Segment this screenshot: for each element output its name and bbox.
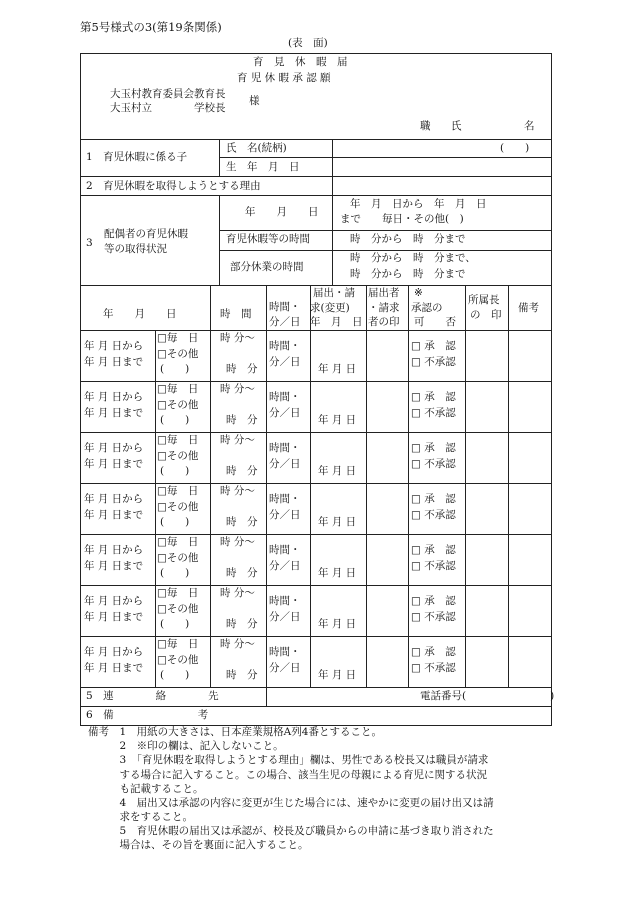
row-option-other: □その他	[157, 450, 199, 462]
row-option-daily: □毎 日	[157, 383, 199, 395]
row-option-paren: ( )	[160, 618, 190, 630]
note-line: 場合は、その旨を裏面に記入すること。	[88, 839, 309, 852]
header-time: 時 間	[220, 308, 252, 320]
rule	[80, 139, 552, 140]
row-approve: □ 承 認	[411, 595, 456, 607]
row-submit-date: 年 月 日	[318, 414, 357, 426]
row-from: 年 月 日から	[84, 544, 144, 556]
row-from: 年 月 日から	[84, 442, 144, 454]
row-time-to: 時 分	[226, 414, 258, 426]
row-from: 年 月 日から	[84, 493, 144, 505]
note-line: 5 育児休暇の届出又は承認が、校長及び職員からの申請に基づき取り消された	[88, 825, 494, 838]
row-option-other: □その他	[157, 552, 199, 564]
header-unit-1: 時間・	[269, 301, 301, 313]
row-unit-2: 分／日	[269, 611, 301, 623]
row-from: 年 月 日から	[84, 340, 144, 352]
notes	[88, 725, 494, 853]
row-unit-2: 分／日	[269, 509, 301, 521]
rule	[80, 285, 552, 286]
note-line: 求をすること。	[88, 811, 193, 824]
row-unit-1: 時間・	[269, 544, 301, 556]
note-line: 4 届出又は承認の内容に変更が生じた場合には、速やかに変更の届け出又は請	[88, 796, 494, 809]
relationship-field: ( )	[500, 142, 530, 154]
row-approve: □ 承 認	[411, 544, 456, 556]
row-submit-date: 年 月 日	[318, 669, 357, 681]
rule	[408, 285, 409, 687]
row-option-paren: ( )	[160, 516, 190, 528]
note-line: する場合に記入すること。この場合、該当生児の母親による育児に関する状況	[88, 768, 487, 781]
rule	[219, 230, 552, 231]
row-approve: □ 承 認	[411, 493, 456, 505]
row-unit-1: 時間・	[269, 442, 301, 454]
section3-label-1: 配偶者の育児休暇	[104, 228, 188, 240]
row-option-paren: ( )	[160, 414, 190, 426]
row-option-other: □その他	[157, 348, 199, 360]
leave-time-label: 育児休暇等の時間	[226, 233, 310, 245]
row-unit-2: 分／日	[269, 560, 301, 572]
birthdate-label: 生 年 月 日	[226, 161, 300, 173]
row-option-daily: □毎 日	[157, 638, 199, 650]
header-submission-1: 届出・請	[313, 287, 355, 299]
row-time-to: 時 分	[226, 363, 258, 375]
row-option-daily: □毎 日	[157, 485, 199, 497]
rule	[80, 534, 552, 535]
name-label-2: 名	[524, 120, 535, 132]
addressee-principal: 大玉村立 学校長	[110, 102, 226, 114]
row-approve: □ 承 認	[411, 646, 456, 658]
row-option-daily: □毎 日	[157, 332, 199, 344]
position-label: 職	[420, 120, 431, 132]
section5-label: 5 連 絡 先	[86, 690, 219, 702]
rule	[80, 636, 552, 637]
row-time-to: 時 分	[226, 567, 258, 579]
form-title-notice: 育 見 休 暇 届	[253, 56, 348, 68]
row-unit-2: 分／日	[269, 356, 301, 368]
rule	[332, 176, 333, 195]
row-reject: □ 不承認	[411, 611, 456, 623]
row-reject: □ 不承認	[411, 458, 456, 470]
row-from: 年 月 日から	[84, 391, 144, 403]
addressee-superintendent: 大玉村教育委員会教育長	[110, 88, 226, 100]
row-submit-date: 年 月 日	[318, 465, 357, 477]
leave-time-value: 時 分から 時 分まで	[350, 233, 466, 245]
rule	[80, 687, 552, 688]
rule	[80, 585, 552, 586]
row-approve: □ 承 認	[411, 340, 456, 352]
rule	[155, 330, 156, 687]
note-line: も記載すること。	[88, 782, 204, 795]
section1-label: 1 育児休暇に係る子	[86, 151, 188, 163]
row-submit-date: 年 月 日	[318, 516, 357, 528]
row-to: 年 月 日まで	[84, 407, 144, 419]
row-option-other: □その他	[157, 654, 199, 666]
header-date: 年 月 日	[103, 308, 177, 320]
spouse-period-1: 年 月 日から 年 月 日	[350, 198, 487, 210]
side-label: (表 面)	[288, 37, 328, 49]
rule	[80, 381, 552, 382]
child-name-label: 氏 名(続柄)	[226, 142, 287, 154]
row-from: 年 月 日から	[84, 595, 144, 607]
rule	[508, 285, 509, 687]
rule	[219, 195, 220, 285]
row-approve: □ 承 認	[411, 391, 456, 403]
header-remarks: 備考	[518, 302, 539, 314]
row-to: 年 月 日まで	[84, 356, 144, 368]
note-line: 3 「育児休暇を取得しようとする理由」欄は、男性である校長又は職員が請求	[88, 754, 489, 767]
name-label-1: 氏	[451, 120, 462, 132]
row-option-other: □その他	[157, 399, 199, 411]
form-title-request: 育 児 休 暇 承 認 願	[237, 72, 331, 84]
row-to: 年 月 日まで	[84, 662, 144, 674]
row-option-paren: ( )	[160, 567, 190, 579]
spouse-date-label: 年 月 日	[245, 206, 319, 218]
header-principal-1: 所属長	[468, 294, 500, 306]
row-approve: □ 承 認	[411, 442, 456, 454]
row-unit-1: 時間・	[269, 340, 301, 352]
row-submit-date: 年 月 日	[318, 363, 357, 375]
rule	[80, 330, 552, 331]
row-reject: □ 不承認	[411, 662, 456, 674]
row-submit-date: 年 月 日	[318, 618, 357, 630]
rule	[80, 176, 552, 177]
row-reject: □ 不承認	[411, 356, 456, 368]
header-submission-2: 求(変更)	[310, 302, 350, 314]
rule	[366, 285, 367, 687]
header-approval-mark: ※	[414, 287, 423, 299]
section3-label-2: 等の取得状況	[104, 243, 167, 255]
row-option-other: □その他	[157, 501, 199, 513]
row-reject: □ 不承認	[411, 560, 456, 572]
row-unit-1: 時間・	[269, 595, 301, 607]
row-option-paren: ( )	[160, 669, 190, 681]
row-unit-1: 時間・	[269, 493, 301, 505]
row-option-daily: □毎 日	[157, 587, 199, 599]
row-option-daily: □毎 日	[157, 434, 199, 446]
row-unit-2: 分／日	[269, 407, 301, 419]
row-time-from: 時 分～	[220, 536, 255, 548]
row-reject: □ 不承認	[411, 509, 456, 521]
row-time-to: 時 分	[226, 516, 258, 528]
row-unit-1: 時間・	[269, 391, 301, 403]
header-unit-2: 分／日	[269, 316, 301, 328]
row-to: 年 月 日まで	[84, 560, 144, 572]
row-unit-2: 分／日	[269, 662, 301, 674]
partial-leave-label: 部分休業の時間	[230, 261, 304, 273]
rule	[266, 687, 267, 706]
rule	[310, 285, 311, 687]
rule	[465, 285, 466, 687]
section2-label: 2 育児休暇を取得しようとする理由	[86, 180, 261, 192]
row-to: 年 月 日まで	[84, 509, 144, 521]
rule	[219, 139, 220, 176]
row-from: 年 月 日から	[84, 646, 144, 658]
row-time-to: 時 分	[226, 618, 258, 630]
header-principal-2: の 印	[470, 309, 502, 321]
row-unit-1: 時間・	[269, 646, 301, 658]
row-time-from: 時 分～	[220, 434, 255, 446]
rule	[219, 157, 552, 158]
rule	[219, 250, 552, 251]
row-time-from: 時 分～	[220, 383, 255, 395]
row-option-daily: □毎 日	[157, 536, 199, 548]
rule	[80, 706, 552, 707]
row-to: 年 月 日まで	[84, 611, 144, 623]
row-reject: □ 不承認	[411, 407, 456, 419]
section6-label: 6 備 考	[86, 709, 209, 721]
spouse-period-2: まで 毎日・その他( )	[340, 213, 464, 225]
row-time-from: 時 分～	[220, 638, 255, 650]
row-time-from: 時 分～	[220, 485, 255, 497]
form-number: 第5号様式の3(第19条関係)	[80, 20, 222, 34]
header-approval-2: 可 否	[414, 316, 456, 328]
phone-label: 電話番号( )	[420, 690, 555, 702]
row-time-from: 時 分～	[220, 587, 255, 599]
rule	[332, 195, 333, 285]
header-applicant-2: ・請求	[368, 302, 400, 314]
rule	[332, 139, 333, 176]
row-time-to: 時 分	[226, 465, 258, 477]
header-submission-3: 年 月 日	[310, 316, 363, 328]
partial-leave-value-2: 時 分から 時 分まで	[350, 268, 466, 280]
honorific: 様	[249, 95, 260, 107]
row-to: 年 月 日まで	[84, 458, 144, 470]
header-approval-1: 承認の	[411, 302, 443, 314]
row-submit-date: 年 月 日	[318, 567, 357, 579]
header-applicant-1: 届出者	[368, 287, 400, 299]
rule	[80, 483, 552, 484]
rule	[266, 285, 267, 687]
rule	[80, 195, 552, 196]
section3-number: 3	[86, 237, 93, 249]
row-time-to: 時 分	[226, 669, 258, 681]
row-option-other: □その他	[157, 603, 199, 615]
row-option-paren: ( )	[160, 465, 190, 477]
note-line: 備考 1 用紙の大きさは、日本産業規格A列4番とすること。	[88, 726, 382, 738]
note-line: 2 ※印の欄は、記入しないこと。	[88, 740, 284, 753]
partial-leave-value-1: 時 分から 時 分まで、	[350, 252, 476, 264]
header-applicant-3: 者の印	[368, 316, 400, 328]
rule	[80, 432, 552, 433]
row-unit-2: 分／日	[269, 458, 301, 470]
rule	[210, 285, 211, 687]
row-time-from: 時 分～	[220, 332, 255, 344]
row-option-paren: ( )	[160, 363, 190, 375]
